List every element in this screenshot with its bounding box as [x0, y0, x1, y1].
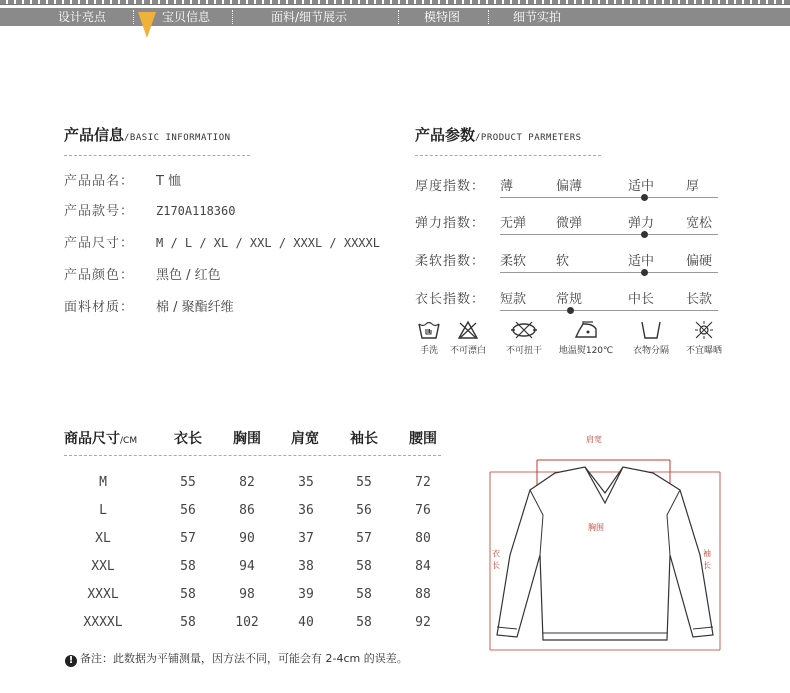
- wash-separately-icon: [639, 320, 663, 340]
- nav-separator: [398, 10, 399, 24]
- param-label: 厚度指数：: [415, 179, 486, 194]
- param-option: 偏薄: [556, 179, 583, 194]
- size-value-cell: 39: [298, 587, 314, 602]
- size-unit: /CM: [120, 436, 138, 446]
- param-option: 微弹: [556, 216, 583, 231]
- info-label: 产品品名：: [64, 174, 135, 189]
- size-header-cell: 商品尺寸: [64, 431, 120, 447]
- size-header-cell: 腰围: [409, 431, 437, 447]
- nav-bar: [0, 8, 790, 26]
- size-value-cell: 76: [415, 503, 431, 518]
- param-label: 柔软指数：: [415, 254, 486, 269]
- nav-item-info[interactable]: 宝贝信息: [162, 10, 211, 24]
- info-row-name: [64, 170, 181, 189]
- nav-item-design[interactable]: 设计亮点: [58, 10, 107, 24]
- size-value-cell: 94: [239, 559, 255, 574]
- size-value-cell: 35: [298, 475, 314, 490]
- param-option: 厚: [686, 179, 700, 194]
- nav-separator: [232, 10, 233, 24]
- size-value-cell: 92: [415, 615, 431, 630]
- size-header-cell: 肩宽: [291, 431, 319, 447]
- params-title-cn: 产品参数: [415, 126, 476, 144]
- size-table-title: [64, 428, 137, 448]
- care-label: 不可漂白: [449, 346, 486, 356]
- nav-separator: [488, 10, 489, 24]
- param-label: 衣长指数：: [415, 292, 486, 307]
- info-label: 产品款号：: [64, 204, 135, 219]
- param-selected-dot: [567, 307, 574, 314]
- no-bleach-icon: [457, 320, 479, 340]
- garment-diagram: [485, 455, 725, 655]
- param-label: 弹力指数：: [415, 216, 486, 231]
- hand-wash-icon: [418, 320, 440, 340]
- param-selected-dot: [641, 231, 648, 238]
- size-value-cell: 40: [298, 615, 314, 630]
- basic-info-title: [64, 124, 231, 145]
- size-label-cell: M: [99, 475, 107, 490]
- size-value-cell: 55: [180, 475, 196, 490]
- top-nav: [0, 0, 790, 30]
- nav-active-arrow-icon: [138, 12, 156, 38]
- nav-item-model[interactable]: 模特图: [424, 10, 461, 24]
- size-value-cell: 36: [298, 503, 314, 518]
- info-row-sizes: [64, 232, 380, 251]
- info-label: 产品尺寸：: [64, 236, 135, 251]
- length-label: 衣长: [492, 549, 500, 570]
- param-option: 常规: [556, 292, 583, 307]
- size-label-cell: L: [99, 503, 107, 518]
- size-header-cell: 衣长: [174, 431, 202, 447]
- size-value-cell: 58: [356, 587, 372, 602]
- divider: [415, 155, 601, 156]
- size-value-cell: 58: [356, 615, 372, 630]
- info-row-colors: [64, 264, 221, 283]
- size-value-cell: 55: [356, 475, 372, 490]
- param-scale-line: [500, 272, 718, 273]
- param-option: 薄: [500, 179, 514, 194]
- note-text: 备注：此数据为平铺测量，因方法不同，可能会有 2-4cm 的误差。: [80, 652, 408, 665]
- size-value-cell: 84: [415, 559, 431, 574]
- size-value-cell: 38: [298, 559, 314, 574]
- care-label: 衣物分隔: [632, 346, 669, 356]
- divider: [64, 155, 250, 156]
- size-value-cell: 72: [415, 475, 431, 490]
- size-value-cell: 90: [239, 531, 255, 546]
- info-value: Z170A118360: [156, 204, 236, 218]
- size-value-cell: 57: [180, 531, 196, 546]
- size-value-cell: 58: [180, 615, 196, 630]
- size-label-cell: XXXXL: [83, 615, 123, 630]
- no-sun-icon: [693, 320, 715, 340]
- info-value: T 恤: [156, 174, 182, 189]
- low-iron-icon: [573, 320, 599, 340]
- care-low-iron: [556, 320, 616, 356]
- params-title-en: /PRODUCT PARMETERS: [475, 133, 582, 143]
- size-value-cell: 58: [180, 587, 196, 602]
- size-header-cell: 胸围: [233, 431, 261, 447]
- size-value-cell: 57: [356, 531, 372, 546]
- param-option: 适中: [628, 179, 655, 194]
- param-selected-dot: [641, 269, 648, 276]
- care-label: 不宜曝晒: [685, 346, 722, 356]
- basic-info-title-cn: 产品信息: [64, 126, 125, 144]
- nav-separator: [133, 10, 134, 24]
- param-option: 无弹: [500, 216, 527, 231]
- size-value-cell: 102: [235, 615, 259, 630]
- info-row-style-no: [64, 200, 235, 219]
- param-option: 长款: [686, 292, 713, 307]
- care-hand-wash: [415, 320, 443, 356]
- nav-item-fabric[interactable]: 面料/细节展示: [271, 10, 348, 24]
- param-option: 适中: [628, 254, 655, 269]
- chest-label: 胸围: [588, 523, 604, 532]
- param-option: 柔软: [500, 254, 527, 269]
- size-value-cell: 86: [239, 503, 255, 518]
- care-no-wring: [500, 320, 548, 356]
- param-scale-line: [500, 310, 718, 311]
- size-value-cell: 56: [180, 503, 196, 518]
- param-scale-line: [500, 234, 718, 235]
- param-option: 中长: [628, 292, 655, 307]
- size-header-cell: 袖长: [350, 431, 378, 447]
- size-label-cell: XXL: [91, 559, 115, 574]
- care-label: 不可扭干: [505, 346, 542, 356]
- care-label: 地温熨120℃: [558, 346, 614, 356]
- sleeve-label: 袖长: [703, 549, 711, 570]
- shoulder-label: 肩宽: [586, 435, 602, 444]
- size-value-cell: 98: [239, 587, 255, 602]
- care-no-sun: [680, 320, 728, 356]
- size-label-cell: XL: [95, 531, 111, 546]
- size-value-cell: 88: [415, 587, 431, 602]
- param-scale-line: [500, 197, 718, 198]
- basic-info-title-en: /BASIC INFORMATION: [124, 133, 231, 143]
- size-value-cell: 80: [415, 531, 431, 546]
- param-option: 弹力: [628, 216, 655, 231]
- size-value-cell: 58: [180, 559, 196, 574]
- info-value: 棉 / 聚酯纤维: [156, 300, 234, 315]
- decorative-stripe: [0, 0, 790, 5]
- param-option: 软: [556, 254, 570, 269]
- care-label: 手洗: [419, 346, 438, 356]
- size-value-cell: 82: [239, 475, 255, 490]
- care-no-bleach: [445, 320, 491, 356]
- info-row-material: [64, 296, 234, 315]
- param-option: 宽松: [686, 216, 713, 231]
- warning-icon: !: [65, 655, 77, 667]
- info-value: M / L / XL / XXL / XXXL / XXXXL: [156, 236, 380, 250]
- param-selected-dot: [641, 194, 648, 201]
- nav-item-detail[interactable]: 细节实拍: [513, 10, 562, 24]
- param-option: 偏硬: [686, 254, 713, 269]
- divider: [64, 455, 441, 456]
- size-label-cell: XXXL: [87, 587, 119, 602]
- measurement-note: [65, 650, 408, 667]
- info-value: 黑色 / 红色: [156, 268, 221, 283]
- care-wash-separately: [626, 320, 676, 356]
- info-label: 面料材质：: [64, 300, 135, 315]
- info-label: 产品颜色：: [64, 268, 135, 283]
- no-wring-icon: [509, 320, 539, 340]
- size-value-cell: 37: [298, 531, 314, 546]
- size-value-cell: 56: [356, 503, 372, 518]
- params-title: [415, 124, 582, 145]
- param-option: 短款: [500, 292, 527, 307]
- size-value-cell: 58: [356, 559, 372, 574]
